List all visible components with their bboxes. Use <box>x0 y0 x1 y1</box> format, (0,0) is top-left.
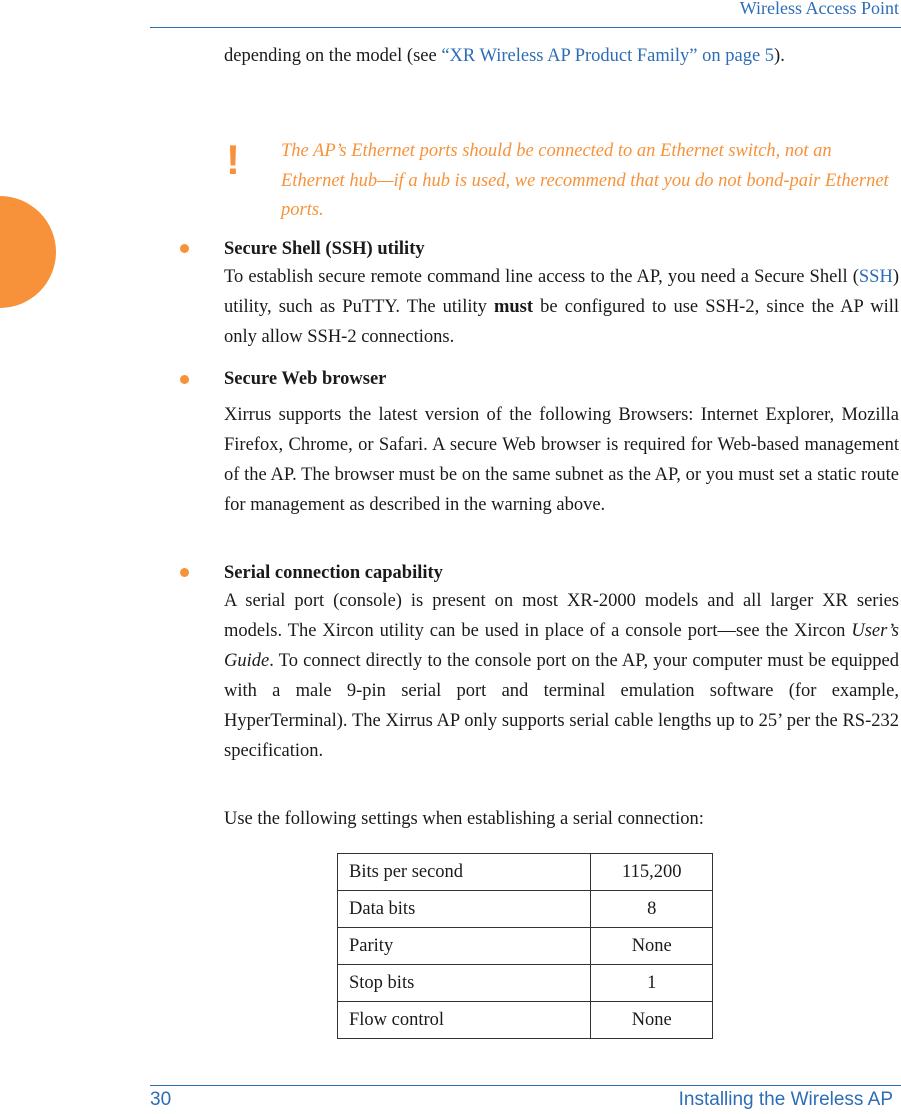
running-header-title: Wireless Access Point <box>739 0 899 18</box>
item-title-ssh: Secure Shell (SSH) utility <box>224 239 425 259</box>
warning-note: The AP’s Ethernet ports should be connected to an Ethernet switch, not an Ethernet hub—if a hub is used, we recommend that you do not bond-pair Ethernet ports. <box>281 141 889 220</box>
product-family-link[interactable]: “XR Wireless AP Product Family” on page 5 <box>441 46 775 66</box>
setting-label: Stop bits <box>338 965 591 1002</box>
setting-label: Flow control <box>338 1002 591 1039</box>
intro-paragraph <box>224 41 899 71</box>
page-number: 30 <box>150 1089 172 1110</box>
setting-value: 115,200 <box>591 854 713 891</box>
footer-rule <box>150 1085 901 1086</box>
serial-settings-intro: Use the following settings when establishing a serial connection: <box>224 809 704 829</box>
table-row <box>338 965 713 1002</box>
serial-text: A serial port (console) is present on most XR-2000 models and all larger XR series models. The Xircon utility can be used in place of a console port—see the Xircon <box>224 591 899 641</box>
setting-label: Data bits <box>338 891 591 928</box>
footer-section-title: Installing the Wireless AP <box>678 1089 893 1110</box>
item-title-web-browser: Secure Web browser <box>224 369 387 389</box>
bullet-icon <box>180 244 189 253</box>
header-rule <box>150 27 901 28</box>
chapter-edge-tab <box>0 196 56 308</box>
table-row <box>338 928 713 965</box>
ssh-emphasis: must <box>493 297 534 317</box>
users-guide-title: User’s Guide <box>224 621 899 671</box>
ssh-text-mid: ) utility, such as PuTTY. The utility <box>224 267 899 317</box>
item-body-web-browser: Xirrus supports the latest version of the following Browsers: Internet Explorer, Mozilla Firefox, Chrome, or Safari. A secure Web browser is required for Web-based management of the AP. The browser must be on the same subnet as the AP, or you must set a static route for management as described in the warning above. <box>224 405 899 515</box>
ssh-text: To establish secure remote command line access to the AP, you need a Secure Shell ( <box>224 267 859 287</box>
setting-label: Bits per second <box>338 854 591 891</box>
serial-text-end: . To connect directly to the console port on the AP, your computer must be equipped with a male 9-pin serial port and terminal emulation software (for example, HyperTerminal). The Xirrus AP only supports serial cable lengths up to 25’ per the RS-232 specification. <box>224 651 899 761</box>
table-row <box>338 854 713 891</box>
serial-settings-table <box>337 853 713 1039</box>
warning-icon: ! <box>226 136 240 183</box>
ssh-link[interactable]: SSH <box>858 267 893 287</box>
ssh-text-end: be configured to use SSH-2, since the AP will only allow SSH-2 connections. <box>224 297 900 347</box>
setting-value: 1 <box>591 965 713 1002</box>
setting-label: Parity <box>338 928 591 965</box>
item-body-ssh <box>224 262 899 352</box>
table-row <box>338 891 713 928</box>
setting-value: 8 <box>591 891 713 928</box>
setting-value: None <box>591 1002 713 1039</box>
bullet-icon <box>180 375 189 384</box>
table-row <box>338 1002 713 1039</box>
bullet-icon <box>180 568 189 577</box>
setting-value: None <box>591 928 713 965</box>
intro-text-end: ). <box>774 46 785 66</box>
intro-text: depending on the model (see <box>224 46 442 66</box>
item-title-serial: Serial connection capability <box>224 563 443 583</box>
item-body-serial <box>224 586 899 766</box>
